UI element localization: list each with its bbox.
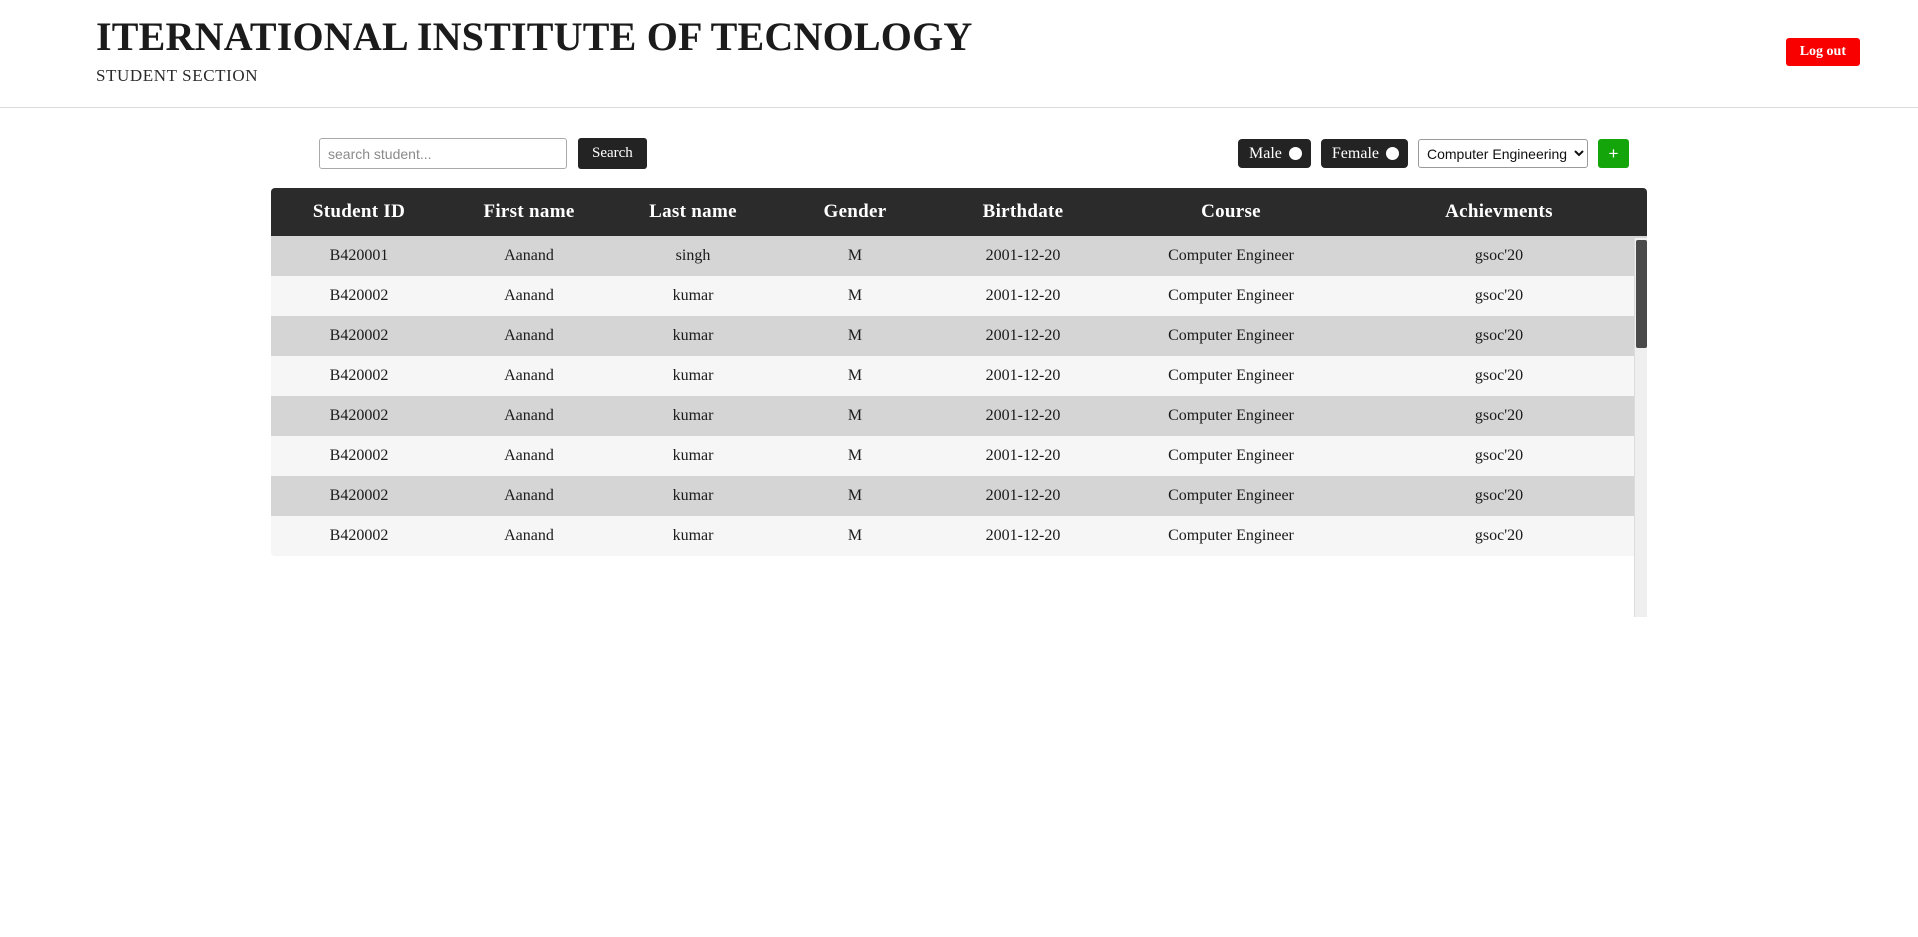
cell-achievments: gsoc'20 (1474, 287, 1524, 304)
student-table-head (271, 188, 1647, 236)
radio-icon[interactable] (1386, 147, 1399, 160)
cell-course: Computer Engineer (1168, 287, 1294, 304)
column-header-birthdate: Birthdate (935, 188, 1111, 236)
cell-student-id: B420002 (329, 367, 389, 384)
cell-achievments: gsoc'20 (1474, 327, 1524, 344)
cell-achievments: gsoc'20 (1474, 447, 1524, 464)
cell-birthdate: 2001-12-20 (985, 487, 1061, 504)
cell-course: Computer Engineer (1168, 367, 1294, 384)
cell-last-name: kumar (672, 527, 714, 544)
cell-birthdate: 2001-12-20 (985, 247, 1061, 264)
cell-last-name: kumar (672, 287, 714, 304)
cell-first-name: Aanand (504, 367, 554, 384)
cell-first-name: Aanand (504, 447, 554, 464)
cell-first-name: Aanand (504, 487, 554, 504)
cell-student-id: B420002 (329, 287, 389, 304)
student-table (271, 188, 1647, 556)
cell-birthdate: 2001-12-20 (985, 407, 1061, 424)
cell-gender: M (847, 407, 863, 424)
page-title: ITERNATIONAL INSTITUTE OF TECNOLOGY (96, 14, 973, 59)
filter-group (1238, 139, 1629, 168)
cell-gender: M (847, 327, 863, 344)
cell-last-name: kumar (672, 367, 714, 384)
page-header (0, 0, 1918, 108)
student-table-body (271, 236, 1647, 556)
cell-last-name: kumar (672, 447, 714, 464)
cell-first-name: Aanand (504, 527, 554, 544)
table-scrollbar[interactable] (1634, 238, 1647, 617)
table-row[interactable] (271, 436, 1647, 476)
table-row[interactable] (271, 396, 1647, 436)
column-header-last-name: Last name (611, 188, 775, 236)
cell-achievments: gsoc'20 (1474, 527, 1524, 544)
gender-filter-female-label: Female (1331, 144, 1379, 162)
cell-student-id: B420002 (329, 527, 389, 544)
cell-first-name: Aanand (504, 247, 554, 264)
cell-gender: M (847, 247, 863, 264)
cell-birthdate: 2001-12-20 (985, 447, 1061, 464)
table-row[interactable] (271, 476, 1647, 516)
cell-course: Computer Engineer (1168, 447, 1294, 464)
gender-filter-male[interactable] (1238, 139, 1311, 168)
cell-gender: M (847, 527, 863, 544)
table-scrollbar-thumb[interactable] (1636, 240, 1647, 348)
cell-student-id: B420002 (329, 447, 389, 464)
column-header-student-id: Student ID (271, 188, 447, 236)
cell-achievments: gsoc'20 (1474, 367, 1524, 384)
toolbar (271, 138, 1647, 180)
cell-gender: M (847, 447, 863, 464)
table-row[interactable] (271, 516, 1647, 556)
cell-student-id: B420002 (329, 327, 389, 344)
cell-first-name: Aanand (504, 287, 554, 304)
cell-birthdate: 2001-12-20 (985, 327, 1061, 344)
search-group (319, 138, 647, 169)
cell-gender: M (847, 487, 863, 504)
cell-achievments: gsoc'20 (1474, 407, 1524, 424)
cell-first-name: Aanand (504, 407, 554, 424)
cell-birthdate: 2001-12-20 (985, 287, 1061, 304)
table-row[interactable] (271, 356, 1647, 396)
page-subtitle: STUDENT SECTION (96, 66, 259, 85)
cell-gender: M (847, 367, 863, 384)
cell-course: Computer Engineer (1168, 327, 1294, 344)
cell-student-id: B420002 (329, 407, 389, 424)
course-select[interactable] (1418, 139, 1588, 168)
cell-gender: M (847, 287, 863, 304)
add-student-button[interactable]: + (1598, 139, 1629, 168)
table-row[interactable] (271, 316, 1647, 356)
radio-icon[interactable] (1289, 147, 1302, 160)
column-header-course: Course (1111, 188, 1351, 236)
cell-course: Computer Engineer (1168, 407, 1294, 424)
cell-last-name: kumar (672, 407, 714, 424)
cell-last-name: kumar (672, 487, 714, 504)
column-header-gender: Gender (775, 188, 935, 236)
cell-course: Computer Engineer (1168, 487, 1294, 504)
table-header-row (271, 188, 1647, 236)
cell-birthdate: 2001-12-20 (985, 367, 1061, 384)
gender-filter-male-label: Male (1249, 144, 1282, 162)
search-input[interactable] (319, 138, 567, 169)
cell-achievments: gsoc'20 (1474, 487, 1524, 504)
cell-last-name: singh (675, 247, 711, 264)
cell-last-name: kumar (672, 327, 714, 344)
cell-student-id: B420001 (329, 247, 389, 264)
cell-course: Computer Engineer (1168, 247, 1294, 264)
column-header-first-name: First name (447, 188, 611, 236)
student-table-wrapper (271, 188, 1647, 556)
table-row[interactable] (271, 276, 1647, 316)
gender-filter-female[interactable] (1321, 139, 1408, 168)
search-button[interactable]: Search (578, 138, 647, 169)
table-row[interactable] (271, 236, 1647, 276)
column-header-achievments: Achievments (1351, 188, 1647, 236)
cell-birthdate: 2001-12-20 (985, 527, 1061, 544)
cell-course: Computer Engineer (1168, 527, 1294, 544)
cell-first-name: Aanand (504, 327, 554, 344)
logout-button[interactable]: Log out (1786, 38, 1860, 66)
student-table-scroll[interactable] (271, 188, 1647, 556)
cell-student-id: B420002 (329, 487, 389, 504)
cell-achievments: gsoc'20 (1474, 247, 1524, 264)
